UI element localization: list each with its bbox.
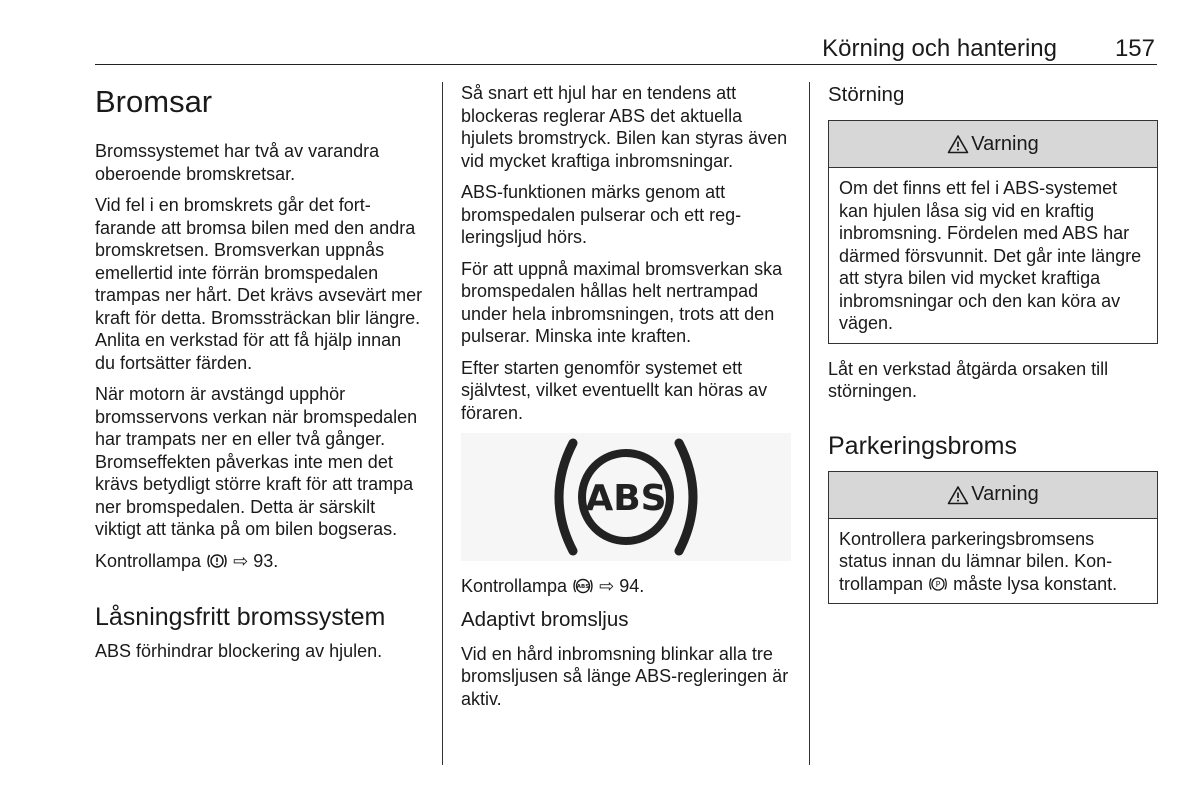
column-divider-2 — [809, 82, 810, 765]
warning-header — [829, 472, 1157, 519]
warning-box — [828, 120, 1158, 344]
abs-lamp-icon — [572, 577, 594, 595]
brake-warning-icon — [206, 552, 228, 570]
paragraph: Vid fel i en bromskrets går det fortfarande att bromsa bilen med den andra bromskretsen. Bromsverkan uppnås emellertid inte förrän bromspedalen trampas ner hårt. Det krävs avsevärt mer kraft för detta. Bromssträckan blir längre. Anlita en verkstad för att få hjälp innan du fortsätter färden. — [95, 195, 423, 373]
abs-symbol-text: ABS — [585, 478, 667, 519]
heading-parkeringsbroms: Parkeringsbroms — [828, 431, 1017, 460]
warning-text-part: Kontrollera parkeringsbromsens status innan du lämnar bilen. Kontrollampan — [839, 528, 1113, 594]
arrow-right-icon: ⇨ — [233, 550, 249, 571]
paragraph: När motorn är avstängd upphör bromsservons verkan när bromspedalen har trampats ner en eller två gånger. Bromseffekten påverkas inte men det krävs betydligt större kraft för att trampa ner bromspedalen. Detta är särskilt viktigt att tänka på om bilen bogseras. — [95, 384, 418, 539]
warning-text: Om det finns ett fel i ABS-systemet kan hjulen låsa sig vid en kraftig inbromsning. Fördelen med ABS har därmed försvunnit. Det går inte längre att styra bilen vid mycket kraftiga inbromsningar och den kan köra av vägen. — [839, 178, 1142, 333]
heading-bromsar: Bromsar — [95, 84, 213, 119]
paragraph: För att uppnå maximal bromsverkan ska bromspedalen hållas helt nertrampad under hela inbromsningen, trots att den pulserar. Minska inte kraften. — [461, 258, 783, 346]
paragraph: Så snart ett hjul har en tendens att blockeras reglerar ABS det aktuella hjulets bromstryck. Bilen kan styras även vid mycket kraftiga inbromsningar. — [461, 83, 788, 171]
arrow-right-icon: ⇨ — [599, 576, 615, 596]
abs-symbol-figure — [461, 433, 791, 561]
parking-brake-letter: P — [935, 579, 941, 589]
warning-text-part: måste lysa konstant. — [953, 573, 1118, 594]
warning-triangle-icon — [947, 485, 969, 505]
running-head: Körning och hantering — [822, 35, 1057, 62]
heading-abs: Låsningsfritt bromssystem — [95, 603, 386, 631]
control-lamp-reference — [461, 575, 791, 598]
column-3 — [828, 78, 1158, 618]
warning-header — [829, 121, 1157, 168]
paragraph: Efter starten genomför systemet ett självtest, vilket eventuellt kan höras av föraren. — [461, 357, 768, 423]
page-header — [95, 33, 1157, 65]
paragraph: Bromssystemet har två av varandra oberoende bromskretsar. — [95, 141, 380, 184]
warning-text — [829, 519, 1157, 604]
column-divider-1 — [442, 82, 443, 765]
column-1 — [95, 78, 425, 672]
abs-lamp-text: ABS — [576, 584, 590, 591]
column-2 — [461, 82, 791, 719]
paragraph: Låt en verkstad åtgärda orsaken till störningen. — [828, 358, 1109, 401]
warning-box — [828, 471, 1158, 605]
warning-title: Varning — [971, 132, 1039, 155]
heading-storning: Störning — [828, 83, 905, 106]
warning-title: Varning — [971, 483, 1039, 505]
reference-label: Kontrollampa — [95, 550, 202, 571]
abs-warning-icon — [541, 433, 711, 561]
page-reference-link[interactable]: 93. — [253, 550, 279, 571]
paragraph: ABS-funktionen märks genom att bromspedalen pulserar och ett regleringsljud hörs. — [461, 182, 742, 247]
paragraph: Vid en hård inbromsning blinkar alla tre bromsljusen så länge ABS-regleringen är aktiv. — [461, 643, 789, 709]
reference-label: Kontrollampa — [461, 576, 568, 596]
page-number: 157 — [1114, 35, 1155, 62]
heading-adaptive-brake-light: Adaptivt bromsljus — [461, 607, 629, 631]
paragraph: ABS förhindrar blockering av hjulen. — [95, 641, 383, 661]
page-reference-link[interactable]: 94. — [619, 576, 645, 596]
parking-brake-icon — [928, 575, 948, 593]
warning-triangle-icon — [947, 134, 969, 154]
control-lamp-reference — [95, 550, 425, 573]
